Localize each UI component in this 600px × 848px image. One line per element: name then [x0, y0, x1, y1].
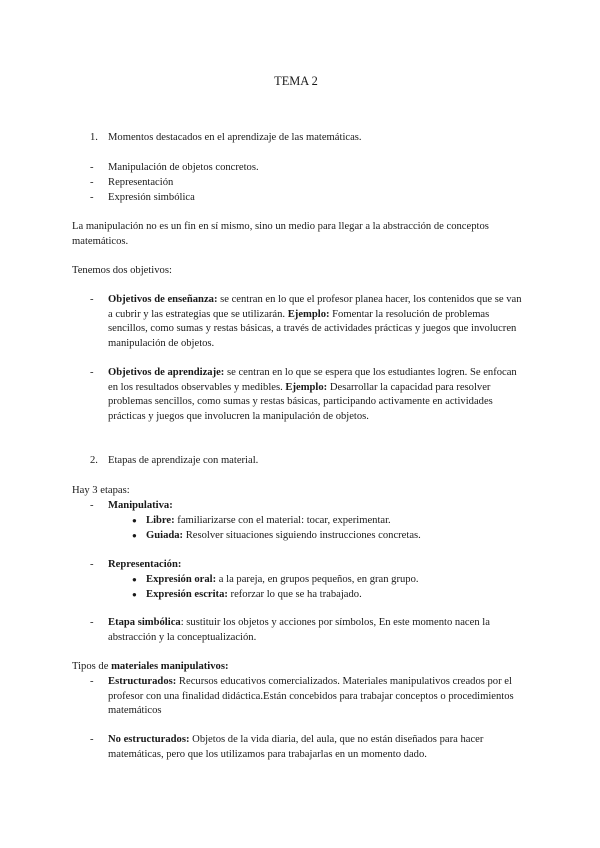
section-1-number: 1. [90, 132, 98, 143]
tipo-no-estructurados [108, 733, 528, 762]
objetivo-ensenanza-text: se centran en lo que el profesor planea hacer, los contenidos que se van a cubrir y las estrategias que se utilizarán. [108, 294, 522, 320]
sub-item-label: Guiada: [146, 530, 184, 541]
stage-simbolica-label: Etapa simbólica [108, 617, 181, 628]
list-item: Manipulación de objetos concretos. [108, 162, 259, 173]
sub-item-text: familiarizarse con el material: tocar, experimentar. [174, 515, 391, 526]
stage-manipulativa [108, 499, 528, 514]
stage-simbolica [108, 616, 528, 645]
sub-item-label: Libre: [146, 515, 175, 526]
sub-item-text: Resolver situaciones siguiendo instrucciones concretas. [183, 530, 421, 541]
sub-item-text: reforzar lo que se ha trabajado. [227, 589, 362, 600]
tipo-label: Estructurados: [108, 676, 177, 687]
stage-simbolica-text: : sustituir los objetos y acciones por símbolos, En este momento nacen la abstracción y la conceptualización. [108, 617, 490, 643]
page-title: TEMA 2 [274, 74, 318, 88]
bullet-icon: ● [132, 516, 137, 525]
dash-marker: - [90, 734, 94, 745]
stage-manipulativa-label: Manipulativa: [108, 500, 173, 511]
paragraph-manipulacion: La manipulación no es un fin en sí mismo, sino un medio para llegar a la abstracción de conceptos matemáticos. [72, 221, 489, 247]
tipo-text: Recursos educativos comercializados. Materiales manipulativos creados por el profesor con una finalidad didáctica.Están concebidos para trabajar conceptos o procedimientos matemáticos [108, 676, 514, 717]
dash-marker: - [90, 676, 94, 687]
tipo-estructurados [108, 675, 528, 719]
dash-marker: - [90, 192, 94, 203]
bullet-icon: ● [132, 590, 137, 599]
etapas-intro: Hay 3 etapas: [72, 485, 130, 496]
stage-representacion [108, 558, 528, 573]
dash-marker: - [90, 559, 94, 570]
tipo-label: No estructurados: [108, 734, 190, 745]
dash-marker: - [90, 500, 94, 511]
ejemplo-label: Ejemplo: [287, 308, 330, 320]
sub-item-libre [146, 514, 528, 529]
objetivo-aprendizaje-text: se centran en lo que se espera que los estudiantes logren. Se enfocan en los resultados observables y medibles. [108, 367, 517, 393]
sub-item-label: Expresión escrita: [146, 589, 228, 600]
stage-representacion-label: Representación: [108, 559, 182, 570]
sub-item-oral [146, 573, 528, 588]
sub-item-label: Expresión oral: [146, 574, 217, 585]
sub-item-text: a la pareja, en grupos pequeños, en gran grupo. [216, 574, 419, 585]
list-item: Expresión simbólica [108, 192, 195, 203]
dash-marker: - [90, 177, 94, 188]
list-item: Representación [108, 177, 174, 188]
dash-marker: - [90, 162, 94, 173]
objetivo-ensenanza [108, 293, 528, 351]
objetivo-aprendizaje [108, 366, 528, 424]
sub-item-guiada [146, 529, 528, 544]
bullet-icon: ● [132, 575, 137, 584]
tipos-bold: materiales manipulativos: [111, 661, 229, 672]
section-2-number: 2. [90, 455, 98, 466]
ejemplo-text: Fomentar la resolución de problemas sencillos, como sumas y restas básicas, a través de actividades prácticas y juegos que involucren manipulación de objetos. [108, 308, 517, 349]
paragraph-objetivos-intro: Tenemos dos objetivos: [72, 265, 172, 276]
objetivo-aprendizaje-label: Objetivos de aprendizaje: [108, 367, 225, 378]
bullet-icon: ● [132, 531, 137, 540]
dash-marker: - [90, 367, 94, 378]
dash-marker: - [90, 294, 94, 305]
sub-item-escrita [146, 588, 528, 603]
section-1-heading: Momentos destacados en el aprendizaje de las matemáticas. [108, 132, 362, 143]
ejemplo-text: Desarrollar la capacidad para resolver problemas sencillos, como sumas y restas básicas, participando activamente en actividades prácticas y juegos que involucren la manipulación de objetos. [108, 381, 493, 422]
ejemplo-label: Ejemplo: [285, 381, 328, 393]
tipos-prefix: Tipos de [72, 661, 112, 672]
dash-marker: - [90, 617, 94, 628]
objetivo-ensenanza-label: Objetivos de enseñanza: [108, 294, 218, 305]
tipo-text: Objetos de la vida diaria, del aula, que no están diseñados para hacer matemáticas, pero que los utilizamos para trabajarlas en un momento dado. [108, 734, 484, 760]
section-2-heading: Etapas de aprendizaje con material. [108, 455, 259, 466]
tipos-heading [72, 660, 528, 675]
